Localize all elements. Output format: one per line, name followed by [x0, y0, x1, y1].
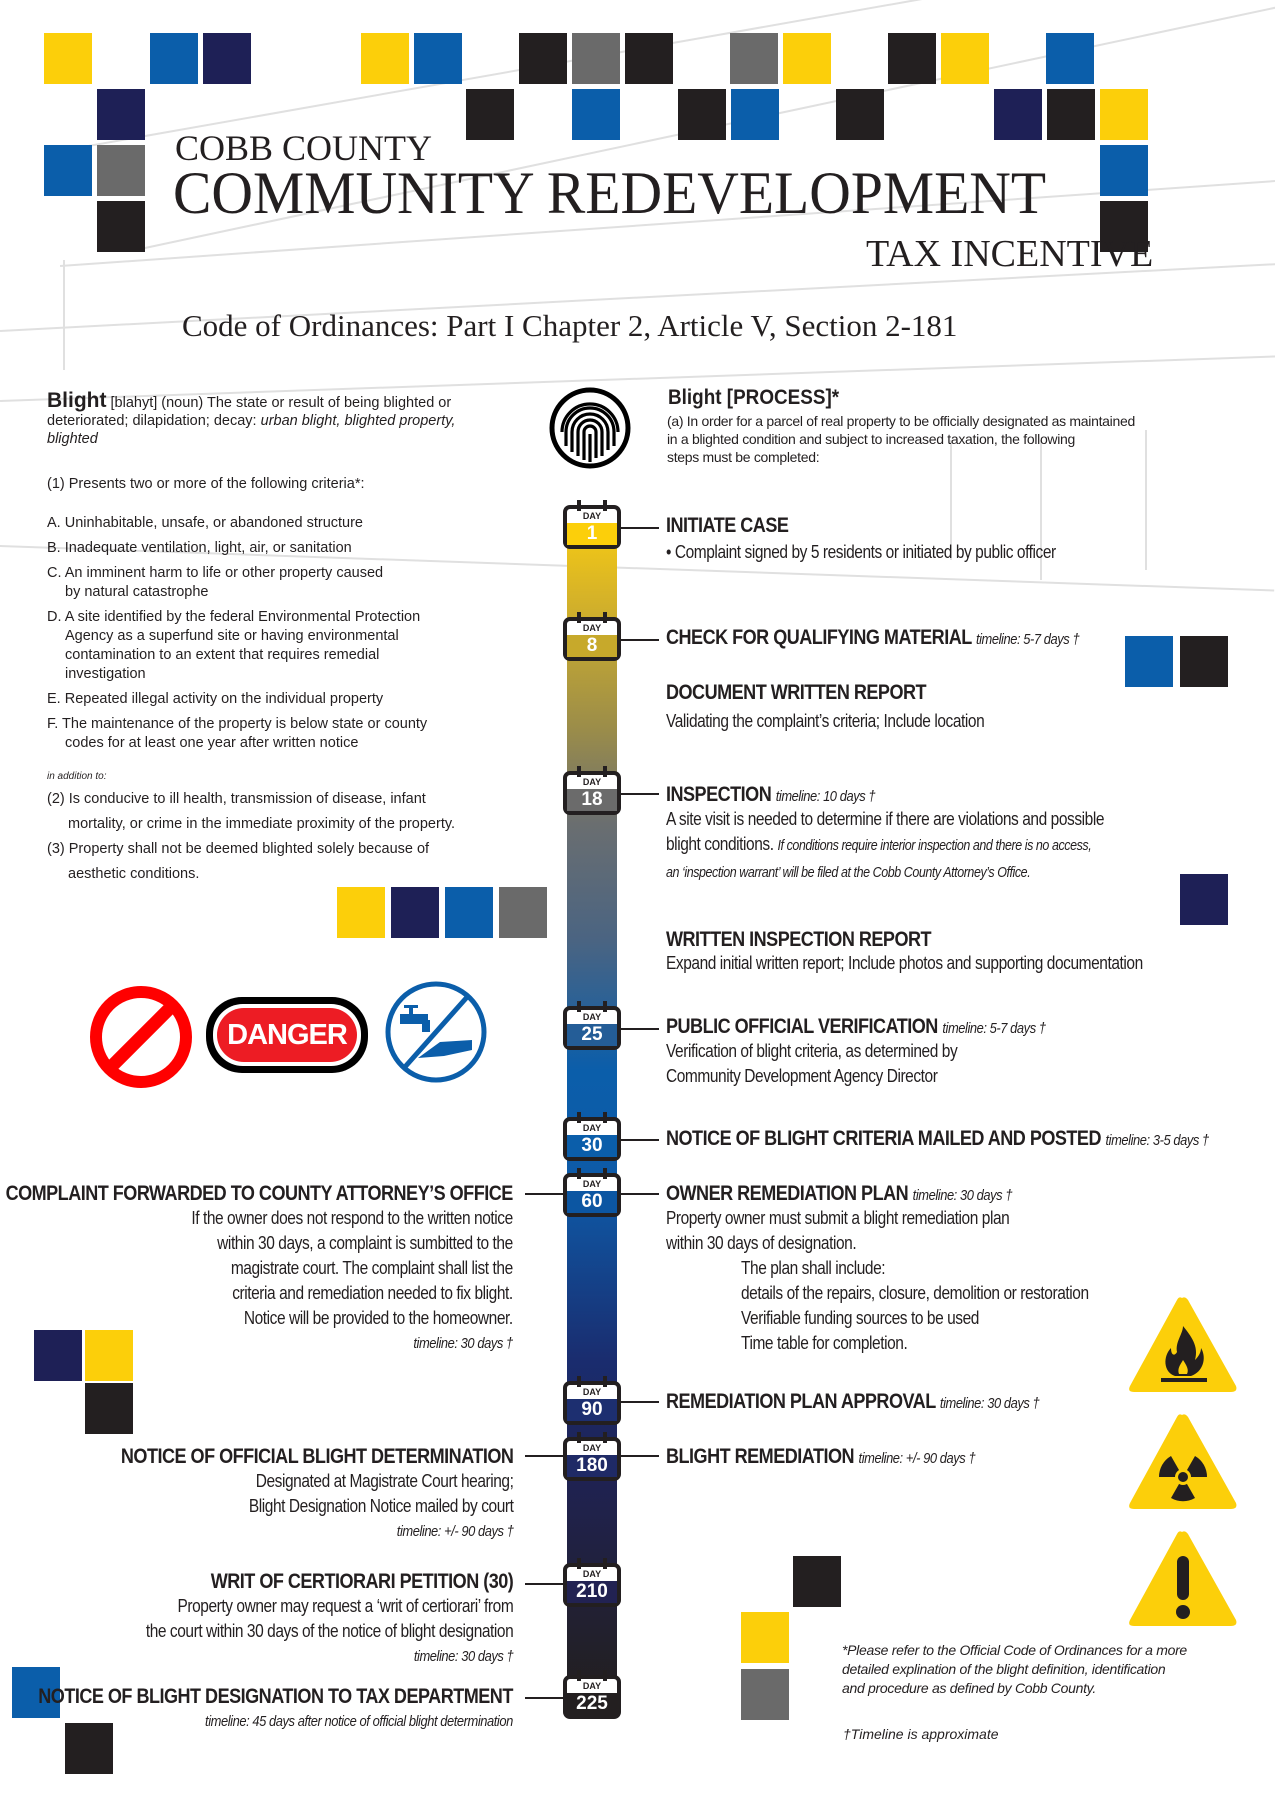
process-title: Blight [PROCESS]* — [668, 386, 840, 409]
step-body: Validating the complaint’s criteria; Include location — [666, 711, 985, 731]
decor-square — [888, 33, 936, 84]
exclamation-warning-icon — [1125, 1528, 1240, 1630]
blight-definition — [47, 389, 497, 448]
step-blight-remediation: BLIGHT REMEDIATION timeline: +/- 90 days † — [666, 1445, 976, 1468]
asterisk-footnote: *Please refer to the Official Code of Ordinances for a more detailed explination of the blight definition, identification and procedure as defined by Cobb County. — [842, 1642, 1187, 1696]
decor-square — [793, 1556, 841, 1607]
definition-examples: urban blight, blighted property, blighted — [47, 413, 456, 447]
decor-square — [572, 89, 620, 140]
day-marker: DAY 30 — [563, 1117, 621, 1161]
step-title: PUBLIC OFFICIAL VERIFICATION timeline: 5-7 days † — [666, 1015, 1046, 1038]
decor-square — [1125, 636, 1173, 687]
decor-square — [1180, 636, 1228, 687]
step-body: Property owner may request a ‘writ of certiorari’ from — [177, 1596, 513, 1616]
decor-square — [44, 145, 92, 196]
decor-square — [1100, 89, 1148, 140]
criteria-item: A. Uninhabitable, unsafe, or abandoned structure — [47, 515, 363, 531]
step-body: Community Development Agency Director — [666, 1066, 938, 1086]
definition-term: Blight — [47, 389, 107, 412]
criteria-item: C. An imminent harm to life or other property caused by natural catastrophe — [47, 565, 384, 600]
decor-square — [741, 1612, 789, 1663]
step-body: Blight Designation Notice mailed by court — [248, 1496, 514, 1516]
connector-line — [525, 1697, 563, 1699]
definition-text: [blahyt] (noun) The state or result of being blighted or deteriorated; dilapidation; decay: — [47, 395, 452, 429]
step-timeline: timeline: +/- 90 days † — [858, 1450, 976, 1467]
step-timeline: timeline: 30 days † — [413, 1335, 513, 1352]
extra-criteria-item: (3) Property shall not be deemed blighted solely because of aesthetic conditions. — [47, 841, 430, 882]
decor-square — [414, 33, 462, 84]
step-body: Expand initial written report; Include photos and supporting documentation — [666, 953, 1143, 973]
day-marker: DAY 25 — [563, 1006, 621, 1050]
step-title: NOTICE OF BLIGHT DESIGNATION TO TAX DEPARTMENT — [38, 1685, 513, 1708]
code-reference: Code of Ordinances: Part I Chapter 2, Article V, Section 2-181 — [182, 308, 958, 343]
decor-square — [85, 1330, 133, 1381]
extra-criteria-item: (2) Is conducive to ill health, transmission of disease, infant mortality, or crime in the immediate proximity of the property. — [47, 791, 456, 832]
step-body: Designated at Magistrate Court hearing; — [255, 1471, 513, 1491]
day-marker: DAY 210 — [563, 1563, 621, 1607]
title-main: COMMUNITY REDEVELOPMENT — [173, 160, 1047, 226]
step-written-inspection-report — [666, 928, 1220, 976]
step-timeline: timeline: 3-5 days † — [1105, 1132, 1209, 1149]
decor-square — [97, 89, 145, 140]
step-body: magistrate court. The complaint shall list the — [231, 1258, 513, 1278]
step-remediation-plan-approval: REMEDIATION PLAN APPROVAL timeline: 30 days † — [666, 1390, 1040, 1413]
flammable-warning-icon — [1125, 1294, 1240, 1396]
dagger-footnote: †Timeline is approximate — [843, 1726, 999, 1742]
connector-line — [525, 1455, 563, 1457]
decor-square — [1180, 874, 1228, 925]
danger-sign — [206, 997, 368, 1073]
decor-square — [85, 1383, 133, 1434]
decor-square — [731, 89, 779, 140]
decor-square — [391, 887, 439, 938]
step-initiate-case — [666, 514, 1119, 565]
decor-square — [678, 89, 726, 140]
connector-line — [525, 1193, 563, 1195]
step-timeline: timeline: 5-7 days † — [975, 631, 1080, 648]
in-addition-label: in addition to: — [47, 771, 107, 782]
step-body: criteria and remediation needed to fix blight. — [232, 1283, 513, 1303]
step-check-qualifying: CHECK FOR QUALIFYING MATERIAL timeline: 5-7 days † — [666, 626, 1080, 649]
decor-square — [97, 201, 145, 252]
step-notice-to-tax-department — [0, 1685, 513, 1734]
step-title: OWNER REMEDIATION PLAN timeline: 30 days † — [666, 1182, 1013, 1205]
decor-square — [44, 33, 92, 84]
criteria-item: F. The maintenance of the property is below state or county codes for at least one year after written notice — [47, 716, 428, 751]
prohibited-icon — [88, 984, 194, 1090]
title-subtitle: TAX INCENTIVE — [866, 233, 1154, 275]
decor-square — [1046, 33, 1094, 84]
step-title: DOCUMENT WRITTEN REPORT — [666, 681, 927, 704]
step-timeline: timeline: 30 days † — [413, 1648, 513, 1665]
day-marker: DAY 1 — [563, 505, 621, 549]
step-title: WRITTEN INSPECTION REPORT — [666, 928, 932, 951]
plan-list-item: The plan shall include: — [741, 1258, 886, 1278]
decor-square — [203, 33, 251, 84]
step-body: If the owner does not respond to the written notice — [191, 1208, 513, 1228]
process-intro: (a) In order for a parcel of real property to be officially designated as maintained in a blighted condition and subject to increased taxation, the following steps must be completed: — [667, 413, 1135, 465]
step-body: within 30 days of designation. — [666, 1233, 857, 1253]
step-title: INSPECTION timeline: 10 days † — [666, 783, 876, 806]
day-marker: DAY 18 — [563, 771, 621, 815]
step-timeline: timeline: 30 days † — [939, 1395, 1040, 1412]
connector-line — [621, 1193, 659, 1195]
criteria-item: B. Inadequate ventilation, light, air, or sanitation — [47, 540, 352, 556]
decor-square — [150, 33, 198, 84]
decor-square — [499, 887, 547, 938]
decor-square — [1100, 145, 1148, 196]
connector-line — [621, 1028, 659, 1030]
decor-square — [519, 33, 567, 84]
title-county: COBB COUNTY — [175, 128, 433, 168]
connector-line — [621, 1139, 659, 1141]
criteria-item: D. A site identified by the federal Environmental Protection Agency as a superfund site or having environmental contamination to an extent that requires remedial investigation — [47, 609, 421, 682]
timeline-bar — [567, 520, 617, 1690]
day-marker: DAY 90 — [563, 1381, 621, 1425]
radiation-warning-icon — [1125, 1411, 1240, 1513]
step-body: Property owner must submit a blight remediation plan — [666, 1208, 1010, 1228]
decor-square — [730, 33, 778, 84]
connector-line — [621, 793, 659, 795]
plan-list-item: Time table for completion. — [741, 1333, 908, 1353]
decor-square — [97, 145, 145, 196]
decor-square — [941, 33, 989, 84]
decor-square — [783, 33, 831, 84]
decor-square — [994, 89, 1042, 140]
step-timeline: timeline: 45 days after notice of official blight determination — [205, 1713, 514, 1730]
step-note: an ‘inspection warrant’ will be filed at the Cobb County Attorney’s Office. — [666, 865, 1031, 881]
connector-line — [621, 1401, 659, 1403]
decor-square — [34, 1330, 82, 1381]
step-writ-of-certiorari — [86, 1570, 513, 1669]
plan-list-item: details of the repairs, closure, demolition or restoration — [741, 1283, 1089, 1303]
step-title: NOTICE OF OFFICIAL BLIGHT DETERMINATION — [120, 1445, 513, 1468]
fingerprint-icon — [548, 386, 632, 470]
decor-square — [572, 33, 620, 84]
decor-square — [337, 887, 385, 938]
background-line — [63, 260, 65, 370]
step-body: within 30 days, a complaint is sumbitted to the — [217, 1233, 513, 1253]
step-body: Notice will be provided to the homeowner. — [244, 1308, 513, 1328]
no-water-icon — [382, 978, 490, 1086]
day-marker: DAY 225 — [563, 1675, 621, 1719]
step-notice-mailed: NOTICE OF BLIGHT CRITERIA MAILED AND POSTED timeline: 3-5 days † — [666, 1127, 1209, 1150]
day-marker: DAY 60 — [563, 1173, 621, 1217]
connector-line — [621, 1455, 659, 1457]
day-marker: DAY 8 — [563, 617, 621, 661]
connector-line — [525, 1583, 563, 1585]
step-body: Verification of blight criteria, as determined by — [666, 1041, 958, 1061]
decor-square — [1047, 89, 1095, 140]
step-title: COMPLAINT FORWARDED TO COUNTY ATTORNEY’S OFFICE — [5, 1182, 513, 1205]
decor-square — [466, 89, 514, 140]
step-title: WRIT OF CERTIORARI PETITION (30) — [210, 1570, 513, 1593]
step-timeline: timeline: 5-7 days † — [942, 1020, 1046, 1037]
connector-line — [621, 639, 659, 641]
background-line — [1145, 430, 1147, 570]
step-inspection — [666, 783, 1175, 886]
step-owner-remediation-plan — [666, 1182, 1145, 1356]
step-title: INITIATE CASE — [666, 514, 789, 537]
step-timeline: timeline: 10 days † — [775, 788, 876, 805]
step-timeline: timeline: +/- 90 days † — [396, 1523, 513, 1540]
step-timeline: timeline: 30 days † — [912, 1187, 1013, 1204]
step-body: A site visit is needed to determine if there are violations and possible — [666, 809, 1105, 829]
step-public-official-verification — [666, 1015, 1107, 1089]
criteria-intro: (1) Presents two or more of the following criteria*: — [47, 476, 365, 492]
decor-square — [625, 33, 673, 84]
day-marker: DAY 180 — [563, 1437, 621, 1481]
decor-square — [741, 1669, 789, 1720]
decor-square — [361, 33, 409, 84]
decor-square — [836, 89, 884, 140]
step-official-blight-determination — [57, 1445, 513, 1544]
step-body: • Complaint signed by 5 residents or initiated by public officer — [666, 542, 1056, 562]
step-body: the court within 30 days of the notice of blight designation — [145, 1621, 513, 1641]
plan-list-item: Verifiable funding sources to be used — [741, 1308, 979, 1328]
step-document-report — [666, 681, 1036, 734]
decor-square — [445, 887, 493, 938]
step-body: blight conditions. If conditions require interior inspection and there is no access, — [666, 834, 1092, 854]
criteria-item: E. Repeated illegal activity on the individual property — [47, 691, 384, 707]
connector-line — [621, 527, 659, 529]
danger-label: DANGER — [217, 1008, 357, 1062]
